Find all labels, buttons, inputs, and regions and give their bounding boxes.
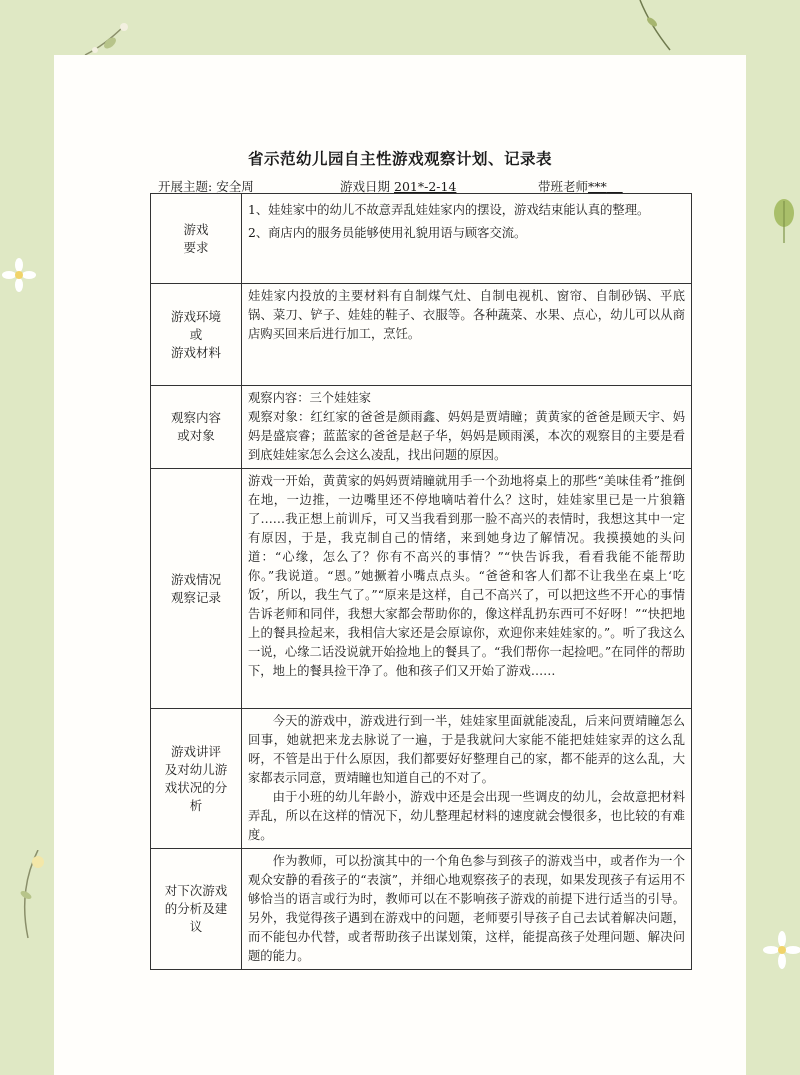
row-label-line: 游戏环境	[170, 308, 221, 324]
row-content	[242, 709, 692, 849]
teacher-label: 带班老师	[538, 179, 589, 194]
row-label-line: 析	[189, 797, 203, 813]
row-label	[151, 469, 242, 709]
row-content	[242, 469, 692, 709]
row-content	[242, 386, 692, 469]
row-label	[151, 386, 242, 469]
date-value: 201*-2-14	[394, 179, 457, 194]
row-label	[151, 284, 242, 386]
row-label	[151, 849, 242, 970]
row-label-line: 游戏材料	[170, 344, 221, 360]
row-paragraph: 游戏一开始，黄黄家的妈妈贾靖瞳就用手一个劲地将桌上的那些“美味佳肴”推倒在地，一边推，一边嘴里还不停地嘀咕着什么？这时，娃娃家里已是一片狼籍了……我正想上前训斥，可又当我看到那一脸不高兴的表情时，我想这其中一定有原因，于是，我克制自己的情绪，来到她身边了解情况。我摸摸她的头问道：“心缘，怎么了？你有不高兴的事情？”“快告诉我，看看我能不能帮助你。”我说道。“恩。”她撅着小嘴点点头。“爸爸和客人们都不让我坐在桌上‘吃饭’，所以，我生气了。”“原来是这样，自己不高兴了，可以把这些不开心的事情告诉老师和同伴，我想大家都会帮助你的，像这样乱扔东西可不好呀！”“快把地上的餐具捡起来，我相信大家还是会原谅你，欢迎你来娃娃家的。”。听了我这么一说，心缘二话没说就开始捡地上的餐具了。“我们帮你一起捡吧。”在同伴的帮助下，地上的餐具捡干净了。他和孩子们又开始了游戏……	[248, 474, 685, 678]
row-label-line: 游戏情况	[170, 571, 221, 587]
row-paragraph: 1、娃娃家中的幼儿不故意弄乱娃娃家内的摆设，游戏结束能认真的整理。	[248, 203, 650, 217]
theme-value: 安全周	[216, 179, 254, 194]
row-label-line: 观察内容	[170, 410, 221, 425]
table-row	[151, 284, 692, 386]
row-label-line: 观察记录	[170, 589, 221, 605]
table-row	[151, 194, 692, 284]
row-label-line: 要求	[183, 239, 209, 255]
row-paragraph: 娃娃家内投放的主要材料有自制煤气灶、自制电视机、窗帘、自制砂锅、平底锅、菜刀、铲子、娃娃的鞋子、衣服等。各种蔬菜、水果、点心，幼儿可以从商店购买回来后进行加工，烹饪。	[248, 289, 685, 341]
row-paragraph: 作为教师，可以扮演其中的一个角色参与到孩子的游戏当中，或者作为一个观众安静的看孩子的“表演”，并细心地观察孩子的表现，如果发现孩子有运用不够恰当的语言或行为时，教师可以在不影响孩子游戏的前提下进行适当的引导。另外，我觉得孩子遇到在游戏中的问题，老师要引导孩子自己去试着解决问题，而不能包办代替，或者帮助孩子出谋划策，这样，能提高孩子处理问题、解决问题的能力。	[248, 854, 685, 963]
row-paragraph: 由于小班的幼儿年龄小，游戏中还是会出现一些调皮的幼儿，会故意把材料弄乱，所以在这样的情况下，幼儿整理起材料的速度就会慢很多，也比较的有难度。	[248, 790, 685, 842]
row-label-line: 的分析及建	[164, 901, 228, 916]
row-label-line: 游戏	[183, 221, 209, 237]
row-content	[242, 849, 692, 970]
row-content	[242, 284, 692, 386]
row-label	[151, 709, 242, 849]
row-label-line: 议	[189, 919, 203, 934]
row-label-line: 游戏讲评	[170, 743, 221, 759]
row-label-line: 或	[189, 326, 203, 342]
row-paragraph: 今天的游戏中，游戏进行到一半，娃娃家里面就能凌乱，后来问贾靖瞳怎么回事，她就把来龙去脉说了一遍，于是我就问大家能不能把娃娃家弄的这么乱呀，不管是出于什么原因，我们都要好好整理自己的家，都不能弄的这么乱，大家都表示同意，贾靖瞳也知道自己的不对了。	[248, 714, 685, 785]
daisy-icon	[762, 930, 800, 970]
table-row	[151, 849, 692, 970]
leaf-sprig-icon	[630, 0, 680, 55]
table-row	[151, 709, 692, 849]
row-content	[242, 194, 692, 284]
row-label	[151, 194, 242, 284]
date-label: 游戏日期	[340, 179, 391, 194]
row-paragraph: 观察内容：三个娃娃家	[248, 391, 371, 405]
row-label-line: 戏状况的分	[164, 779, 228, 795]
table-row	[151, 469, 692, 709]
row-label-line: 对下次游戏	[164, 883, 228, 898]
teacher-value: ***	[588, 179, 607, 194]
daisy-icon	[2, 258, 36, 292]
row-label-line: 或对象	[177, 428, 215, 443]
record-table	[150, 193, 692, 970]
table-row	[151, 386, 692, 469]
row-label-line: 及对幼儿游	[164, 761, 228, 777]
row-paragraph: 观察对象：红红家的爸爸是颜雨鑫、妈妈是贾靖瞳；黄黄家的爸爸是顾天宇、妈妈是盛宸睿；蓝蓝家的爸爸是赵子华，妈妈是顾雨溪，本次的观察目的主要是看到底娃娃家怎么会这么凌乱，找出问题的原因。	[248, 410, 685, 462]
page-title: 省示范幼儿园自主性游戏观察计划、记录表	[247, 149, 552, 168]
flower-sprig-icon	[8, 850, 54, 940]
leaf-icon	[762, 195, 800, 245]
row-paragraph: 2、商店内的服务员能够使用礼貌用语与顾客交流。	[248, 226, 527, 240]
theme-label: 开展主题:	[158, 179, 213, 194]
